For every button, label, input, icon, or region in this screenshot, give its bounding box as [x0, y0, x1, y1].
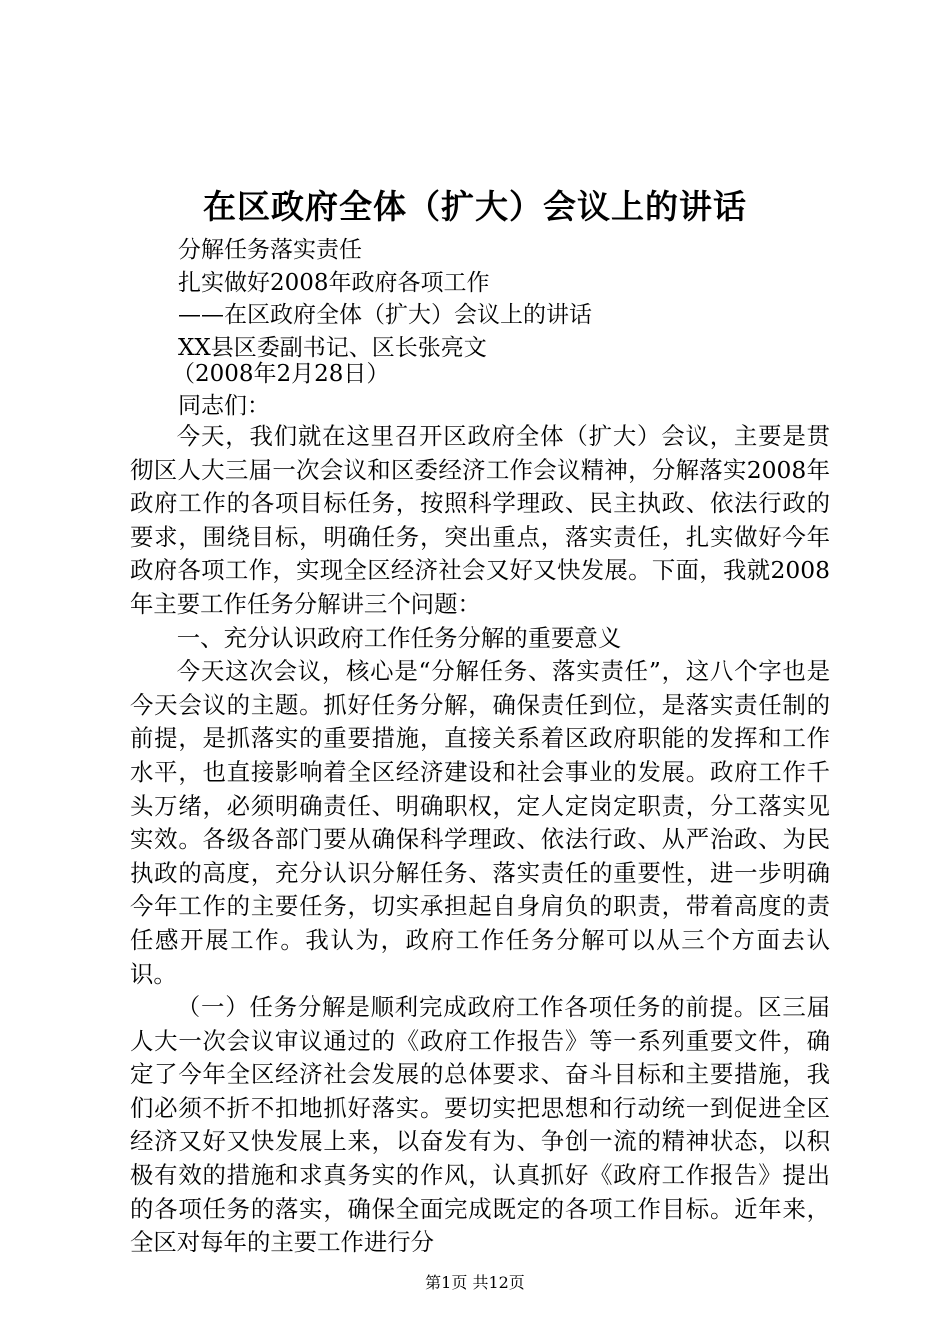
subtitle-line-3: ——在区政府全体（扩大）会议上的讲话 — [178, 302, 592, 328]
paragraph-point-1: （一）任务分解是顺利完成政府工作各项任务的前提。区三届人大一次会议审议通过的《政府工作报告》等一系列重要文件，确定了今年全区经济社会发展的总体要求、奋斗目标和主要措施，我们必须不折不扣地抓好落实。要切实把思想和行动统一到促进全区经济又好又快发展上来，以奋发有为、争创一流的精神状态，以积极有效的措施和求真务实的作风，认真抓好《政府工作报告》提出的各项任务的落实，确保全面完成既定的各项工作目标。近年来，全区对每年的主要工作进行分 — [130, 993, 830, 1257]
subtitle-line-1: 分解任务落实责任 — [178, 237, 362, 263]
section-heading-1: 一、充分认识政府工作任务分解的重要意义 — [176, 623, 622, 652]
speaker-line: XX县区委副书记、区长张亮文 — [178, 335, 487, 361]
body-text — [130, 420, 830, 1260]
paragraph-intro: 今天，我们就在这里召开区政府全体（扩大）会议，主要是贯彻区人大三届一次会议和区委经济工作会议精神，分解落实2008年政府工作的各项目标任务，按照科学理政、民主执政、依法行政的要求，围绕目标，明确任务，突出重点，落实责任，扎实做好今年政府各项工作，实现全区经济社会又好又快发展。下面，我就2008年主要工作任务分解讲三个问题： — [130, 422, 830, 618]
salutation-line: 同志们： — [178, 393, 270, 419]
date-line: （2008年2月28日） — [172, 361, 390, 387]
page-footer: 第1页 共12页 — [425, 1273, 525, 1292]
subtitle-line-2: 扎实做好2008年政府各项工作 — [178, 270, 490, 296]
paragraph-significance: 今天这次会议，核心是“分解任务、落实责任”，这八个字也是今天会议的主题。抓好任务分解，确保责任到位，是落实责任制的前提，是抓落实的重要措施，直接关系着区政府职能的发挥和工作水平，也直接影响着全区经济建设和社会事业的发展。政府工作千头万绪，必须明确责任、明确职权，定人定岗定职责，分工落实见实效。各级各部门要从确保科学理政、依法行政、从严治政、为民执政的高度，充分认识分解任务、落实责任的重要性，进一步明确今年工作的主要任务，切实承担起自身肩负的职责，带着高度的责任感开展工作。我认为，政府工作任务分解可以从三个方面去认识。 — [130, 657, 830, 988]
document-title: 在区政府全体（扩大）会议上的讲话 — [203, 187, 747, 226]
